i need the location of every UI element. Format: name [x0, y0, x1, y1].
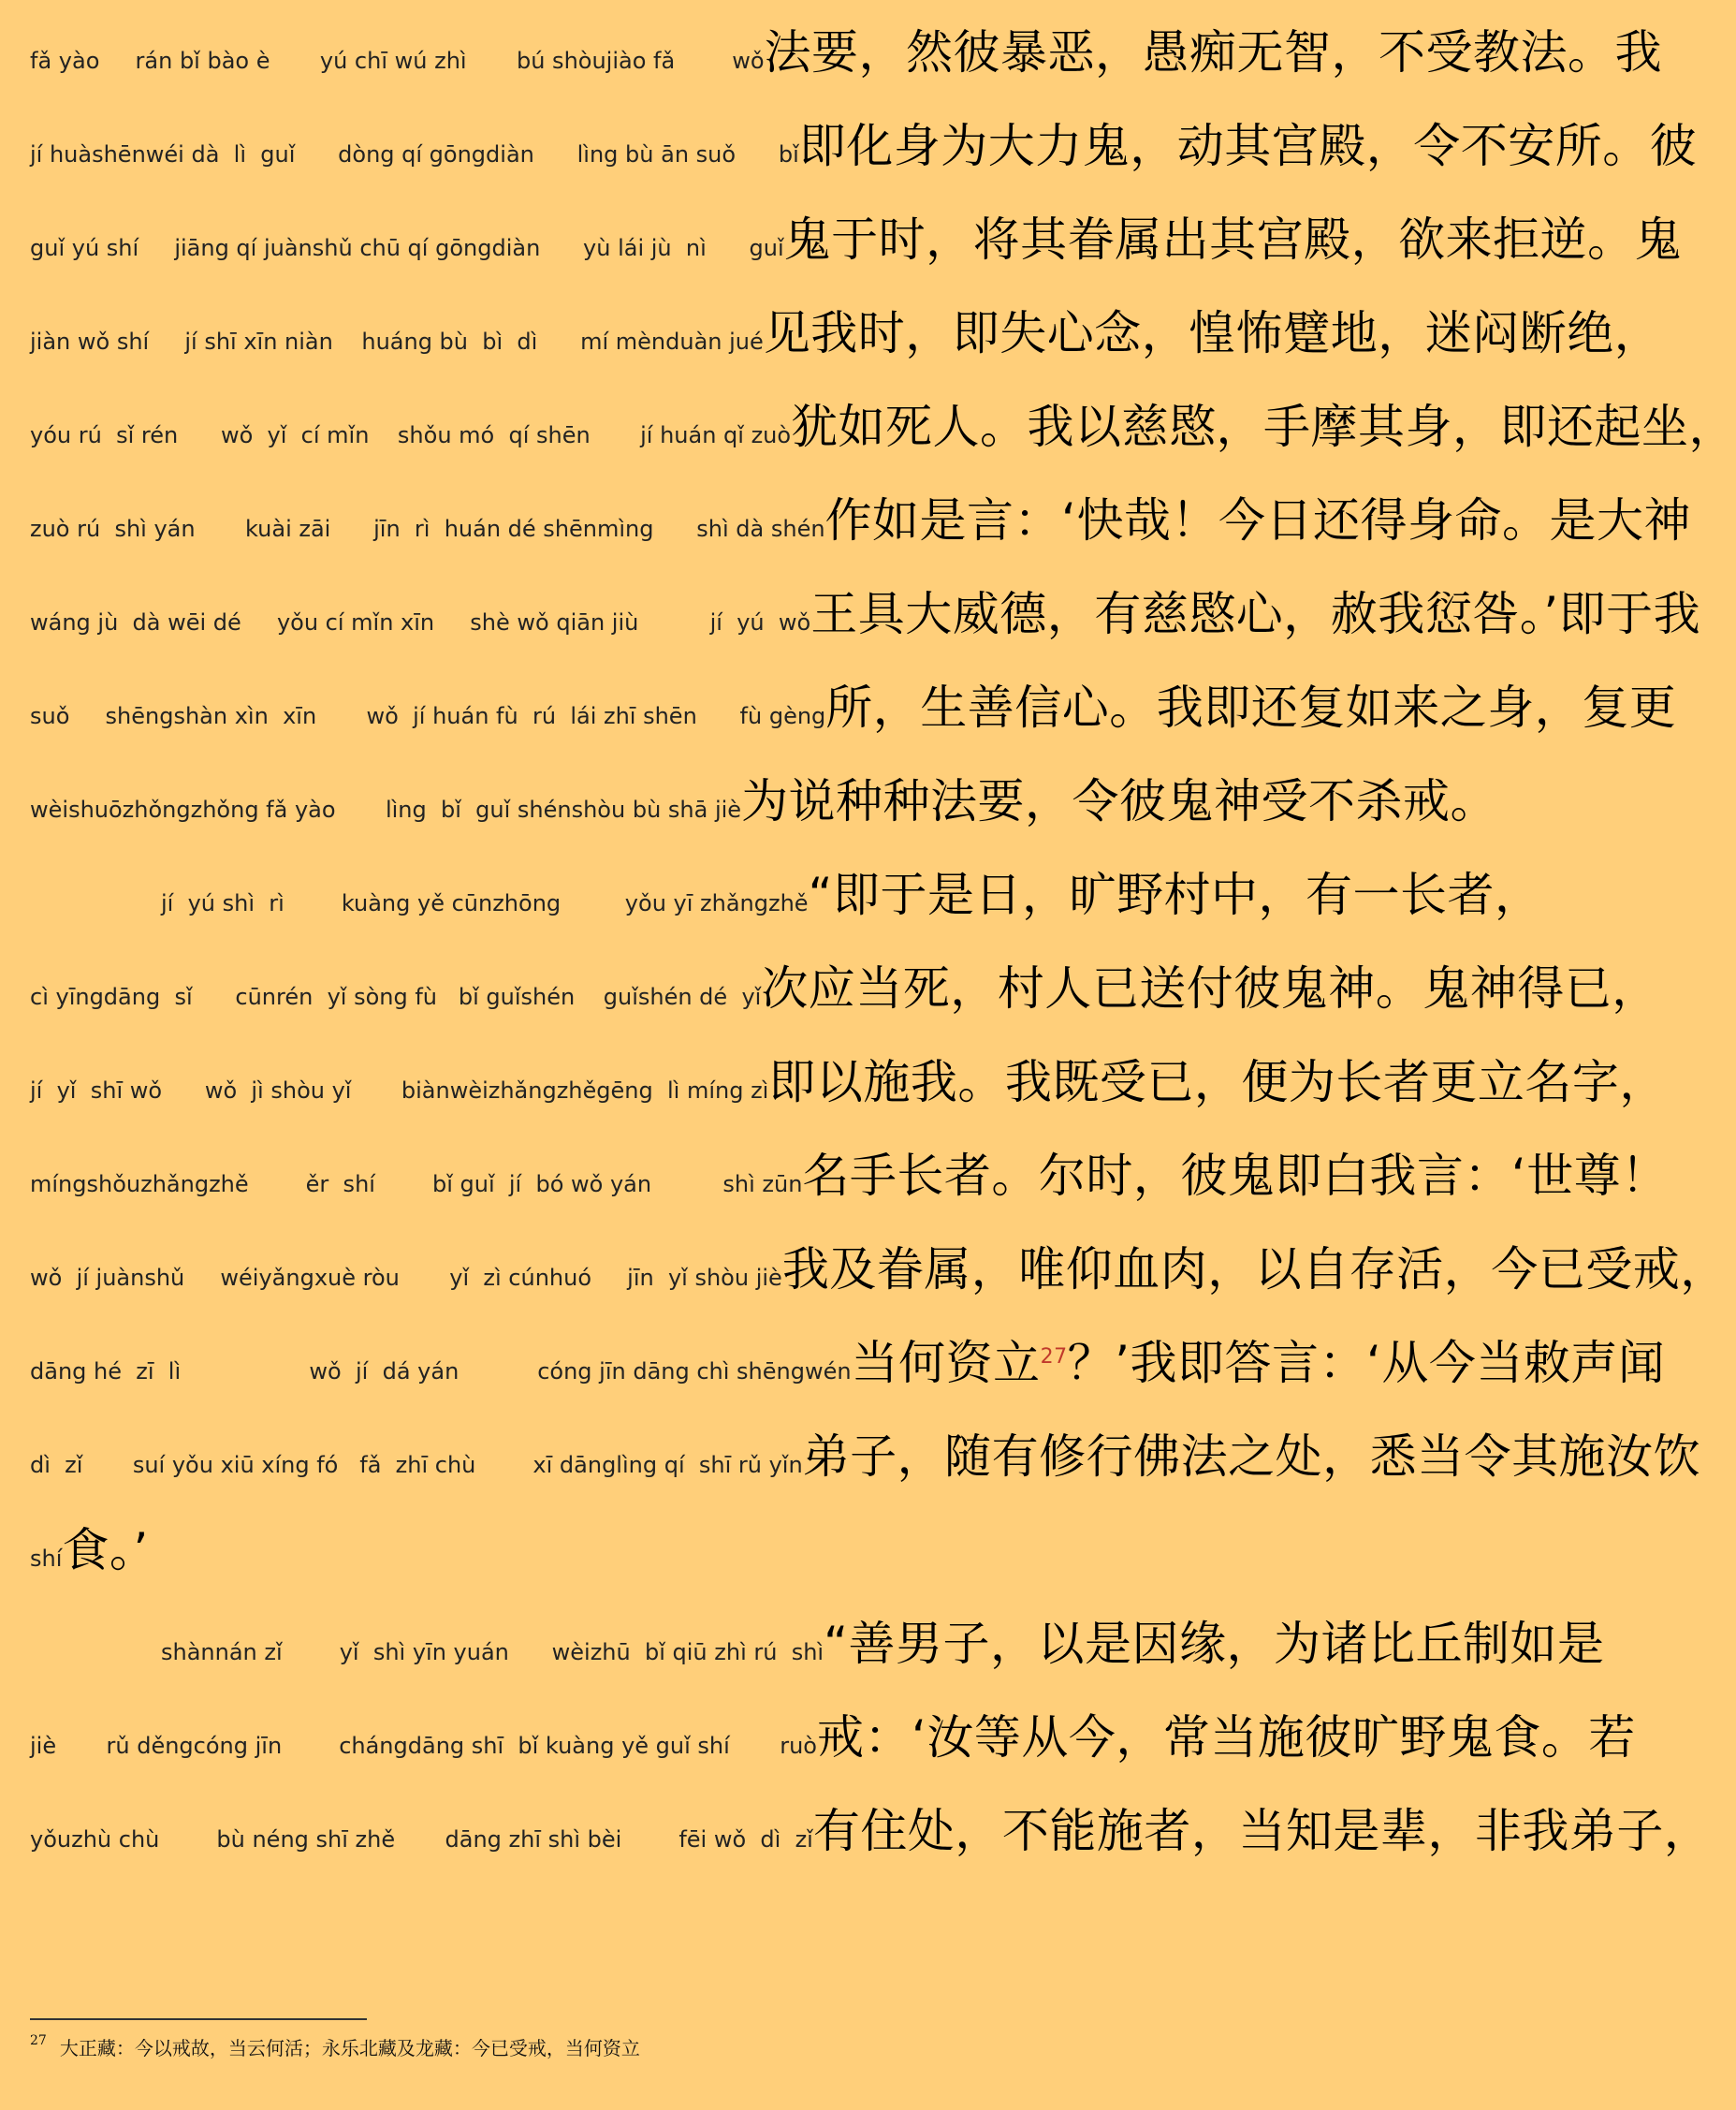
text-line	[30, 305, 1662, 399]
hanzi-row	[765, 24, 1663, 84]
hanzi-text: 食。’	[62, 1523, 149, 1577]
footnote-divider	[30, 2018, 367, 2020]
footnote	[30, 2033, 640, 2060]
hanzi-row	[768, 1054, 1667, 1114]
text-line	[30, 1616, 1605, 1709]
hanzi-text: “即于是日，旷野村中，有一长者，	[808, 868, 1542, 922]
text-line	[30, 118, 1698, 212]
hanzi-row	[852, 1335, 1666, 1395]
hanzi-text: 见我时，即失心念，惶怖躄地，迷闷断绝，	[763, 306, 1662, 360]
pinyin-row: suǒ shēngshàn xìn xīn wǒ jí huán fù rú lái zhī shēn fù gèng	[30, 703, 826, 729]
hanzi-row	[813, 1803, 1712, 1863]
text-line	[30, 773, 1498, 867]
pinyin-row: míngshǒuzhǎngzhě ěr shí bǐ guǐ jí bó wǒ yán shì zūn	[30, 1171, 803, 1197]
hanzi-text-tail: ？’我即答言：‘从今当敕声闻	[1067, 1336, 1666, 1390]
pinyin-row: guǐ yú shí jiāng qí juànshǔ chū qí gōngdiàn yù lái jù nì guǐ	[30, 235, 784, 261]
text-line	[30, 399, 1736, 492]
hanzi-text: 鬼于时，将其眷属出其宫殿，欲来拒逆。鬼	[783, 212, 1683, 267]
hanzi-text: 所，生善信心。我即还复如来之身，复更	[825, 681, 1677, 735]
pinyin-row: jí huàshēnwéi dà lì guǐ dòng qí gōngdiàn lìng bù ān suǒ bǐ	[30, 141, 799, 168]
pinyin-row: wǒ jí juànshǔ wéiyǎngxuè ròu yǐ zì cúnhuó jīn yǐ shòu jiè	[30, 1265, 782, 1291]
hanzi-row	[799, 118, 1698, 178]
hanzi-text: 次应当死，村人已送付彼鬼神。鬼神得已，	[761, 961, 1659, 1016]
text-line	[30, 24, 1663, 118]
pinyin-row: jiàn wǒ shí jí shī xīn niàn huáng bù bì dì mí mènduàn jué	[30, 329, 764, 355]
footnote-marker[interactable]: 27	[1040, 1345, 1068, 1369]
hanzi-row	[784, 212, 1683, 271]
pinyin-row: shí	[30, 1546, 63, 1572]
hanzi-row	[791, 399, 1736, 459]
footnote-text: 大正藏：今以戒故，当云何活；永乐北藏及龙藏：今已受戒，当何资立	[59, 2037, 640, 2059]
hanzi-text: 犹如死人。我以慈愍，手摩其身，即还起坐，	[791, 400, 1736, 454]
text-line	[30, 1054, 1667, 1148]
hanzi-text: 法要，然彼暴恶，愚痴无智，不受教法。我	[764, 25, 1663, 80]
text-line	[30, 1335, 1666, 1429]
hanzi-row	[741, 773, 1497, 833]
hanzi-row	[810, 586, 1700, 646]
pinyin-row: yǒuzhù chù bù néng shī zhě dāng zhī shì bèi fēi wǒ dì zǐ	[30, 1826, 813, 1853]
text-line	[30, 1148, 1669, 1241]
hanzi-row	[764, 305, 1662, 365]
pinyin-row: jí yǐ shī wǒ wǒ jì shòu yǐ biànwèizhǎngzhěgēng lì míng zì	[30, 1077, 769, 1104]
text-line	[30, 1429, 1701, 1522]
hanzi-text: 为说种种法要，令彼鬼神受不杀戒。	[741, 774, 1498, 828]
text-line	[30, 1241, 1728, 1335]
hanzi-row	[817, 1709, 1636, 1769]
hanzi-row	[825, 492, 1691, 552]
text-line	[30, 960, 1659, 1054]
hanzi-text: 作如是言：‘快哉！今日还得身命。是大神	[824, 493, 1691, 548]
pinyin-row: shànnán zǐ yǐ shì yīn yuán wèizhū bǐ qiū zhì rú shì	[161, 1639, 824, 1665]
hanzi-text: “善男子，以是因缘，为诸比丘制如是	[824, 1617, 1605, 1671]
hanzi-row	[803, 1429, 1701, 1488]
pinyin-row: jí yú shì rì kuàng yě cūnzhōng yǒu yī zhǎngzhě	[161, 890, 809, 916]
pinyin-row: jiè rǔ děngcóng jīn chángdāng shī bǐ kuàng yě guǐ shí ruò	[30, 1733, 817, 1759]
text-line	[30, 867, 1542, 960]
pinyin-row: wèishuōzhǒngzhǒng fǎ yào lìng bǐ guǐ shénshòu bù shā jiè	[30, 797, 742, 823]
pinyin-row: dāng hé zī lì wǒ jí dá yán cóng jīn dāng chì shēngwén	[30, 1358, 852, 1385]
text-line	[30, 212, 1683, 305]
pinyin-row: cì yīngdāng sǐ cūnrén yǐ sòng fù bǐ guǐshén guǐshén dé yǐ	[30, 984, 762, 1010]
hanzi-row	[825, 680, 1676, 740]
hanzi-row	[809, 867, 1542, 927]
hanzi-row	[802, 1148, 1668, 1208]
text-line	[30, 680, 1677, 773]
hanzi-row	[62, 1522, 148, 1582]
hanzi-row	[824, 1616, 1604, 1676]
text-line	[30, 492, 1691, 586]
pinyin-row: wáng jù dà wēi dé yǒu cí mǐn xīn shè wǒ qiān jiù jí yú wǒ	[30, 609, 811, 636]
pinyin-row: yóu rú sǐ rén wǒ yǐ cí mǐn shǒu mó qí shēn jí huán qǐ zuò	[30, 422, 792, 448]
footnote-number: 27	[30, 2033, 47, 2048]
text-line	[30, 1709, 1636, 1803]
hanzi-text: 王具大威德，有慈愍心，赦我愆咎。’即于我	[810, 587, 1701, 641]
hanzi-row	[782, 1241, 1728, 1301]
hanzi-text: 即以施我。我既受已，便为长者更立名字，	[768, 1055, 1667, 1109]
hanzi-text: 当何资立	[851, 1336, 1041, 1390]
pinyin-row: fǎ yào rán bǐ bào è yú chī wú zhì bú shòujiào fǎ wǒ	[30, 48, 765, 74]
hanzi-row	[761, 960, 1659, 1020]
hanzi-text: 弟子，随有修行佛法之处，悉当令其施汝饮	[802, 1429, 1701, 1484]
hanzi-text: 即化身为大力鬼，动其宫殿，令不安所。彼	[798, 119, 1698, 173]
hanzi-text: 我及眷属，唯仰血肉，以自存活，今已受戒，	[781, 1242, 1728, 1297]
hanzi-text: 有住处，不能施者，当知是辈，非我弟子，	[812, 1804, 1712, 1858]
hanzi-text: 戒：‘汝等从今，常当施彼旷野鬼食。若	[816, 1710, 1636, 1765]
text-line	[30, 1522, 986, 1616]
pinyin-row: zuò rú shì yán kuài zāi jīn rì huán dé shēnmìng shì dà shén	[30, 516, 825, 542]
hanzi-text: 名手长者。尔时，彼鬼即白我言：‘世尊！	[802, 1149, 1669, 1203]
text-line	[30, 1803, 1712, 1897]
text-line	[30, 586, 1701, 680]
pinyin-row: dì zǐ suí yǒu xiū xíng fó fǎ zhī chù xī dānglìng qí shī rǔ yǐn	[30, 1452, 803, 1478]
